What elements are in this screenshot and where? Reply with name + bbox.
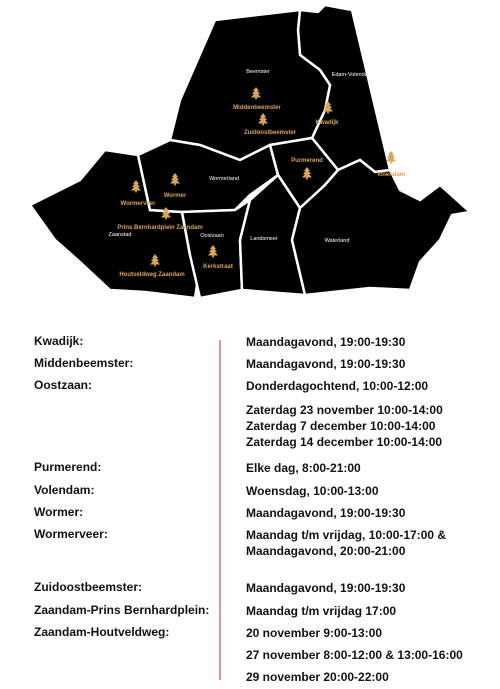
marker-label-kerkstraat: Kerkstraat [203, 264, 233, 270]
location-name: Purmerend: [34, 460, 102, 474]
marker-label-houtveldweg: Houtveldweg Zaandam [119, 272, 185, 278]
opening-times [246, 527, 446, 559]
marker-label-zuidoostbeemster: Zuidoostbeemster [243, 130, 297, 136]
opening-times [246, 356, 405, 372]
location-name: Wormer: [34, 505, 84, 519]
location-name: Middenbeemster: [34, 356, 134, 370]
marker-label-wormer: Wormer [163, 193, 187, 199]
location-name: Wormerveer: [34, 527, 108, 541]
map-regions [30, 5, 470, 298]
label-wormerland: Wormerland [209, 176, 239, 182]
time-line: Maandagavond, 19:00-19:30 [246, 581, 406, 595]
column-divider [219, 340, 221, 680]
label-edam-volendam: Edam-Volendam [331, 72, 373, 78]
marker-label-kwadijk: Kwadijk [315, 120, 339, 126]
time-line: Donderdagochtend, 10:00-12:00 [246, 379, 429, 393]
opening-times [246, 378, 443, 450]
time-line: 29 november 20:00-22:00 [246, 670, 389, 684]
opening-times [246, 625, 463, 685]
label-waterland: Waterland [324, 238, 350, 244]
time-line: Elke dag, 8:00-21:00 [246, 461, 361, 475]
time-line: 20 november 9:00-13:00 [246, 626, 383, 640]
location-name: Zaandam-Houtveldweg: [34, 625, 170, 639]
label-zaanstad: Zaanstad [108, 232, 132, 238]
marker-label-prins-bernhardplein: Prins Bernhardplein Zaandam [117, 225, 203, 231]
label-beemster: Beemster [246, 69, 270, 75]
marker-label-wormerveer: Wormerveer [120, 201, 156, 207]
location-name: Kwadijk: [34, 334, 84, 348]
opening-times [246, 603, 396, 619]
time-line: Woensdag, 10:00-13:00 [246, 484, 379, 498]
time-line: Zaterdag 14 december 10:00-14:00 [246, 435, 443, 449]
time-line: Zaterdag 23 november 10:00-14:00 [246, 403, 443, 417]
opening-times [246, 580, 405, 596]
location-name: Zaandam-Prins Bernhardplein: [34, 603, 210, 617]
marker-label-purmerend: Purmerend [291, 158, 323, 164]
opening-times [246, 483, 379, 499]
opening-times [246, 505, 405, 521]
opening-times [246, 334, 405, 350]
spacer [246, 394, 443, 402]
time-line: 27 november 8:00-12:00 & 13:00-16:00 [246, 648, 463, 662]
time-line: Maandagavond, 19:00-19:30 [246, 357, 406, 371]
label-oostzaan: Oostzaan [200, 233, 224, 239]
marker-label-middenbeemster: Middenbeemster [233, 105, 281, 111]
label-landsmeer: Landsmeer [250, 236, 278, 242]
location-name: Zuidoostbeemster: [34, 580, 143, 594]
location-name: Volendam: [34, 483, 95, 497]
time-line: Maandag t/m vrijdag 17:00 [246, 604, 397, 618]
time-line: Maandagavond, 20:00-21:00 [246, 544, 406, 558]
time-line: Maandagavond, 19:00-19:30 [246, 506, 406, 520]
marker-label-volendam: Volendam [376, 172, 406, 178]
time-line: Zaterdag 7 december 10:00-14:00 [246, 419, 436, 433]
time-line: Maandagavond, 19:00-19:30 [246, 335, 406, 349]
opening-times [246, 460, 361, 476]
time-line: Maandag t/m vrijdag, 10:00-17:00 & [246, 528, 447, 542]
location-name: Oostzaan: [34, 378, 93, 392]
municipality-map [0, 0, 500, 315]
